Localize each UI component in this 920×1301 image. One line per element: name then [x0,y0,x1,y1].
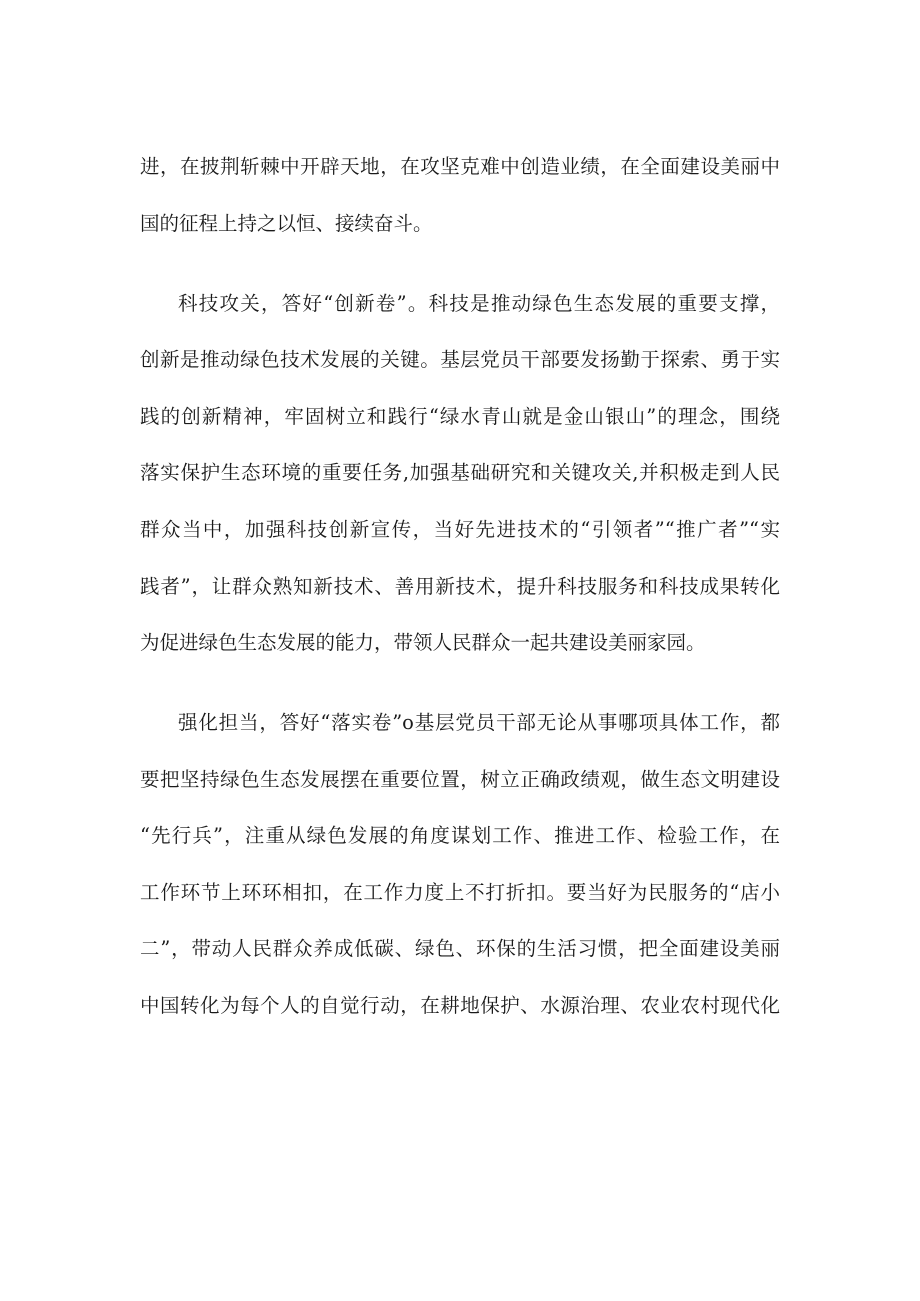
paragraph-2-line-3: 践的创新精神，牢固树立和践行“绿水青山就是金山银山”的理念，围绕 [140,405,780,428]
paragraph-3-line-4: 工作环节上环环相扣，在工作力度上不打折扣。要当好为民服务的“店小 [140,881,780,904]
paragraph-3-line-2: 要把坚持绿色生态发展摆在重要位置，树立正确政绩观，做生态文明建设 [140,768,780,791]
paragraph-2-line-5: 群众当中，加强科技创新宣传，当好先进技术的“引领者”“推广者”“实 [140,518,780,541]
paragraph-3-line-6: 中国转化为每个人的自觉行动，在耕地保护、水源治理、农业农村现代化 [140,994,780,1017]
paragraph-2-line-2: 创新是推动绿色技术发展的关键。基层党员干部要发扬勤于探索、勇于实 [140,348,780,371]
paragraph-3-line-3: “先行兵”，注重从绿色发展的角度谋划工作、推进工作、检验工作，在 [140,824,780,847]
paragraph-3-line-5: 二”，带动人民群众养成低碳、绿色、环保的生活习惯，把全面建设美丽 [140,937,780,960]
paragraph-3-line-1: 强化担当，答好“落实卷”o基层党员干部无论从事哪项具体工作，都 [178,711,780,734]
paragraph-2-line-4: 落实保护生态环境的重要任务,加强基础研究和关键攻关,并积极走到人民 [140,461,780,484]
paragraph-2-line-6: 践者”，让群众熟知新技术、善用新技术，提升科技服务和科技成果转化 [140,575,780,598]
paragraph-1-line-2: 国的征程上持之以恒、接续奋斗。 [140,212,433,235]
paragraph-2-line-1: 科技攻关，答好“创新卷”。科技是推动绿色生态发展的重要支撑， [178,292,780,315]
paragraph-2-line-7: 为促进绿色生态发展的能力，带领人民群众一起共建设美丽家园。 [140,631,706,654]
paragraph-1-line-1: 进，在披荆斩棘中开辟天地，在攻坚克难中创造业绩，在全面建设美丽中 [140,155,780,178]
